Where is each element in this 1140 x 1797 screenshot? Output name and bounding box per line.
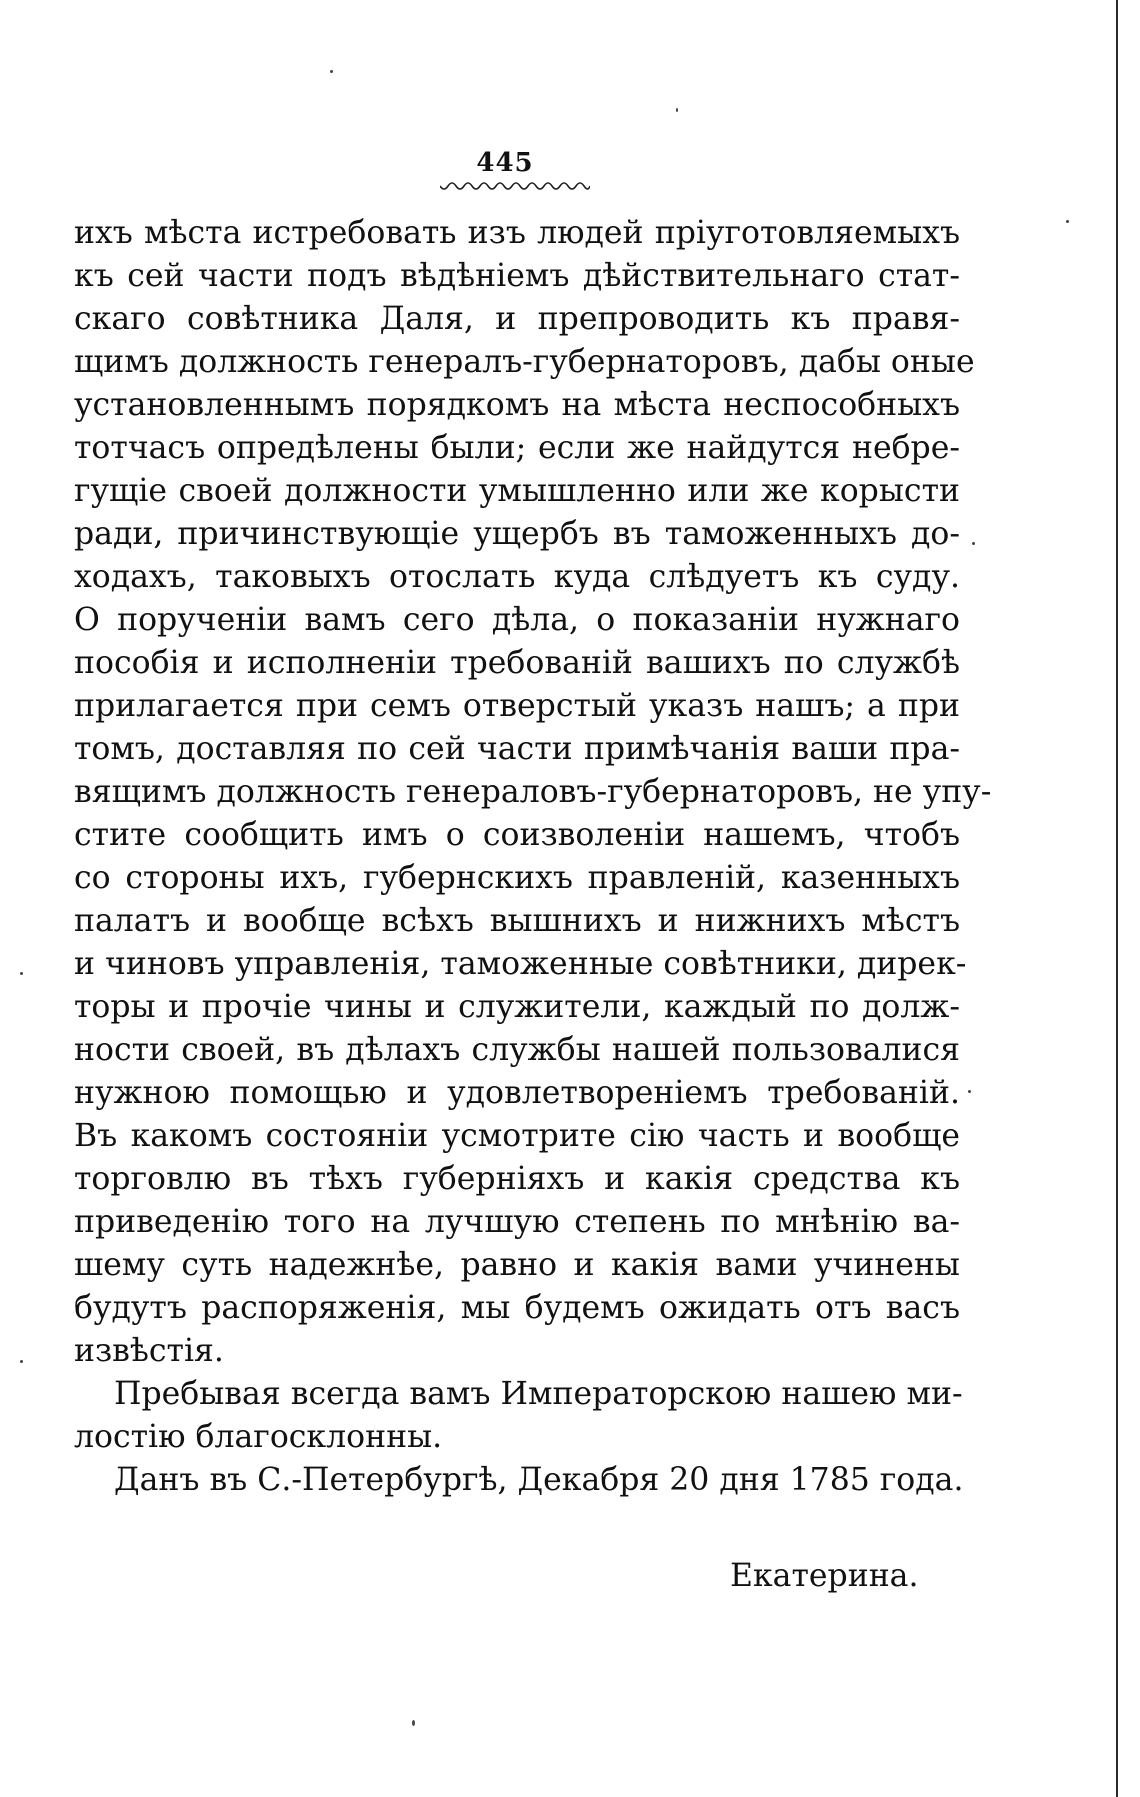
text-line: вящимъ должность генераловъ-губернаторовъ, не упу- <box>74 774 992 810</box>
text-line: приведенію того на лучшую степень по мнѣнію ва- <box>74 1204 960 1240</box>
text-line: лостію благосклонны. <box>74 1419 443 1455</box>
text-line: томъ, доставляя по сей части примѣчанія ваши пра- <box>74 731 960 767</box>
text-line: къ сей части подъ вѣдѣніемъ дѣйствительнаго стат- <box>74 258 960 294</box>
text-line: торы и прочіе чины и служители, каждый по долж- <box>74 989 960 1025</box>
text-line: палатъ и вообще всѣхъ вышнихъ и нижнихъ мѣстъ <box>74 903 960 939</box>
text-line: ради, причинствующіе ущербъ въ таможенныхъ до- <box>74 516 960 552</box>
text-line: тотчасъ опредѣлены были; если же найдутся небре- <box>74 430 960 466</box>
text-line: Въ какомъ состояніи усмотрите сію часть и вообще <box>74 1118 960 1154</box>
text-line: гущіе своей должности умышленно или же корысти <box>74 473 960 509</box>
body-text <box>74 212 992 1502</box>
print-speck <box>968 1090 971 1093</box>
text-line: Пребывая всегда вамъ Императорскою нашею ми- <box>114 1376 963 1412</box>
text-line: нужною помощью и удовлетвореніемъ требованій. <box>74 1075 960 1111</box>
print-speck <box>412 1720 415 1726</box>
text-line: скаго совѣтника Даля, и препроводить къ правя- <box>74 301 960 337</box>
text-line: прилагается при семъ отверстый указъ нашъ; а при <box>74 688 960 724</box>
text-line: будутъ распоряженія, мы будемъ ожидать отъ васъ <box>74 1290 960 1326</box>
text-line: щимъ должность генералъ-губернаторовъ, дабы оные <box>74 344 975 380</box>
text-line: ходахъ, таковыхъ отослать куда слѣдуетъ къ суду. <box>74 559 960 595</box>
signature-text: Екатерина. <box>730 1558 919 1594</box>
print-speck <box>330 70 333 73</box>
page-edge-rule <box>1116 0 1118 1797</box>
text-line: торговлю въ тѣхъ губерніяхъ и какія средства къ <box>74 1161 960 1197</box>
ornament-divider <box>440 182 590 194</box>
text-line: стите сообщить имъ о соизволеніи нашемъ, чтобъ <box>74 817 960 853</box>
text-line: извѣстія. <box>74 1333 224 1369</box>
text-line: Данъ въ С.-Петербургѣ, Декабря 20 дня 1785 года. <box>114 1462 964 1498</box>
text-line: ности своей, въ дѣлахъ службы нашей пользовалися <box>74 1032 960 1068</box>
text-line: и чиновъ управленія, таможенные совѣтники, дирек- <box>74 946 967 982</box>
print-speck <box>972 542 975 545</box>
text-line: со стороны ихъ, губернскихъ правленій, казенныхъ <box>74 860 960 896</box>
text-line: О порученіи вамъ сего дѣла, о показаніи нужнаго <box>74 602 960 638</box>
text-line: шему суть надежнѣе, равно и какія вами учинены <box>74 1247 960 1283</box>
print-speck <box>1066 220 1069 223</box>
page-number: 445 <box>476 148 534 178</box>
text-line: установленнымъ порядкомъ на мѣста неспособныхъ <box>74 387 960 423</box>
print-speck <box>676 108 678 112</box>
print-speck <box>20 1360 23 1363</box>
print-speck <box>20 972 23 975</box>
text-line: пособія и исполненіи требованій вашихъ по службѣ <box>74 645 960 681</box>
text-line: ихъ мѣста истребовать изъ людей пріуготовляемыхъ <box>74 215 960 251</box>
